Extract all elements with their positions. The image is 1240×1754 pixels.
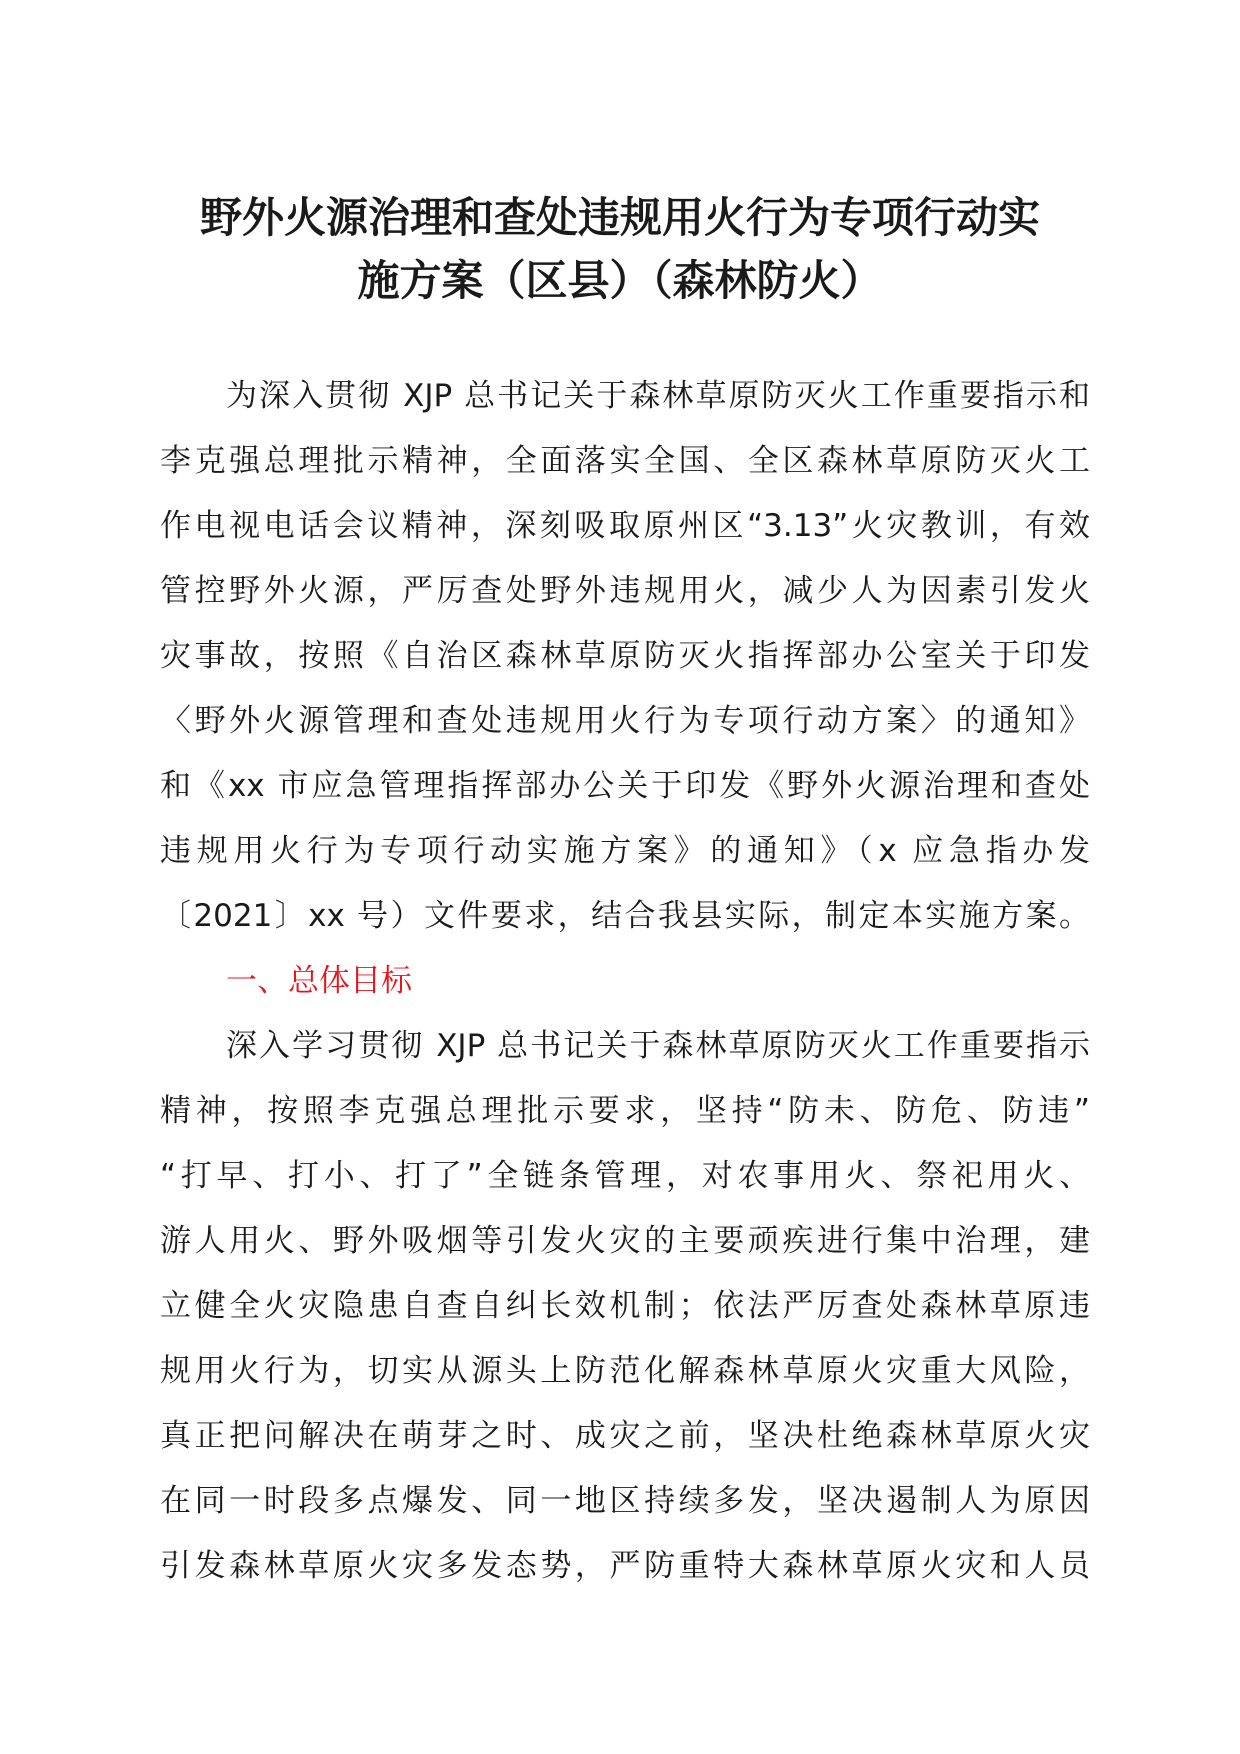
paragraph-line: 规用火行为，切实从源头上防范化解森林草原火灾重大风险， (160, 1353, 1090, 1389)
paragraph-line: 为深入贯彻 XJP 总书记关于森林草原防灭火工作重要指示和 (226, 378, 1090, 414)
paragraph-line: 在同一时段多点爆发、同一地区持续多发，坚决遏制人为原因 (160, 1483, 1090, 1519)
paragraph-line: 引发森林草原火灾多发态势，严防重特大森林草原火灾和人员 (160, 1548, 1090, 1584)
paragraph-line: “打早、打小、打了”全链条管理，对农事用火、祭祀用火、 (160, 1158, 1090, 1194)
paragraph-line: 管控野外火源，严厉查处野外违规用火，减少人为因素引发火 (160, 573, 1090, 609)
paragraph-line: 游人用火、野外吸烟等引发火灾的主要顽疾进行集中治理，建 (160, 1223, 1090, 1259)
paragraph-line: 李克强总理批示精神，全面落实全国、全区森林草原防灭火工 (160, 443, 1090, 479)
document-title (150, 186, 1090, 312)
paragraph-line: 深入学习贯彻 XJP 总书记关于森林草原防灭火工作重要指示 (226, 1028, 1090, 1064)
paragraph-line: 〔2021〕xx 号）文件要求，结合我县实际，制定本实施方案。 (160, 898, 1090, 934)
paragraph-line: 违规用火行为专项行动实施方案》的通知》（x 应急指办发 (160, 833, 1090, 869)
paragraph-line: 精神，按照李克强总理批示要求，坚持“防未、防危、防违” (160, 1093, 1090, 1129)
paragraph-line: 灾事故，按照《自治区森林草原防灭火指挥部办公室关于印发 (160, 638, 1090, 674)
paragraph-line: 真正把问解决在萌芽之时、成灾之前，坚决杜绝森林草原火灾 (160, 1418, 1090, 1454)
title-line-1: 野外火源治理和查处违规用火行为专项行动实 (199, 193, 1040, 242)
document-body (160, 364, 1090, 1599)
paragraph-overall-goal (160, 1014, 1090, 1599)
title-line-2: 施方案（区县）（森林防火） (357, 256, 883, 305)
paragraph-line: 立健全火灾隐患自查自纠长效机制；依法严厉查处森林草原违 (160, 1288, 1090, 1324)
section-heading-overall-goal: 一、总体目标 (226, 963, 412, 999)
paragraph-line: 作电视电话会议精神，深刻吸取原州区“3.13”火灾教训，有效 (160, 508, 1090, 544)
paragraph-intro (160, 364, 1090, 949)
paragraph-line: 〈野外火源管理和查处违规用火行为专项行动方案〉的通知》 (160, 703, 1090, 739)
paragraph-line: 和《xx 市应急管理指挥部办公关于印发《野外火源治理和查处 (160, 768, 1090, 804)
